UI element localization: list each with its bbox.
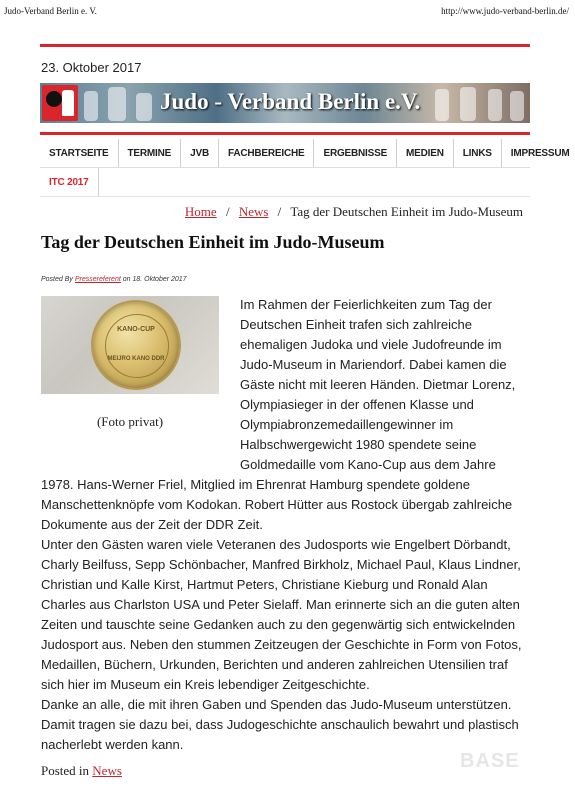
top-divider: [40, 44, 530, 47]
gold-medal-image: [93, 302, 179, 388]
article-paragraph-intro-last: [240, 455, 530, 475]
posted-in-label: Posted in: [41, 763, 90, 778]
nav-item-fachbereiche[interactable]: FACHBEREICHE: [219, 139, 315, 167]
nav-item-termine[interactable]: TERMINE: [119, 139, 182, 167]
article-meta: [41, 276, 187, 283]
content-divider: [40, 196, 530, 197]
nav-divider: [40, 132, 530, 135]
coin-top-text: KANO-CUP: [117, 326, 155, 333]
judo-emblem-icon: [46, 91, 62, 107]
text-line: Medaillen, Büchern, Urkunden, Berichten und anderen zahlreichen Utensilien traf: [41, 657, 508, 672]
breadcrumb: [185, 204, 523, 220]
text-line: Damit tragen sie dazu bei, dass Judogeschichte anschaulich bewahrt und plastisch: [41, 717, 519, 732]
nav-item-itc-2017[interactable]: ITC 2017: [40, 168, 99, 196]
main-navigation: [40, 139, 570, 196]
text-line: Halbschwergewicht 1980 spendete seine: [240, 437, 477, 452]
meta-author-link[interactable]: Pressereferent: [74, 276, 121, 283]
text-line: sich hier im Museum ein Kreis lebendiger Zeitgeschichte.: [41, 677, 370, 692]
print-header: [0, 6, 575, 20]
nav-item-medien[interactable]: MEDIEN: [397, 139, 454, 167]
text-line: Goldmedaille vom Kano-Cup aus dem Jahre: [240, 457, 496, 472]
text-line: ehemaligen Judoka und viele Judofreunde im: [240, 337, 502, 352]
print-header-url: http://www.judo-verband-berlin.de/: [441, 6, 569, 16]
current-date: 23. Oktober 2017: [41, 60, 142, 75]
text-line: Deutschen Einheit trafen sich zahlreiche: [240, 317, 472, 332]
text-line: 1978. Hans-Werner Friel, Mitglied im Ehrenrat Hamburg spendete goldene: [41, 477, 470, 492]
nav-item-startseite[interactable]: STARTSEITE: [40, 139, 119, 167]
text-line: Zeiten und tauschte seine Gedanken auch zu den gegenwärtig sich entwickelnden: [41, 617, 516, 632]
nav-item-impressum[interactable]: IMPRESSUM: [502, 139, 575, 167]
coin-bottom-text: MEIJRO KANO DDR: [107, 356, 165, 362]
breadcrumb-news-link[interactable]: News: [238, 204, 269, 219]
berlin-bear-icon: [62, 90, 74, 116]
photo-caption: (Foto privat): [96, 414, 164, 429]
text-line: Charly Beilfuss, Sepp Schönbacher, Manfred Birkholz, Michael Paul, Klaus Lindner,: [41, 557, 521, 572]
text-line: Danke an alle, die mit ihren Gaben und Spenden das Judo-Museum unterstützen.: [41, 697, 512, 712]
nav-item-jvb[interactable]: JVB: [181, 139, 219, 167]
site-title: Judo - Verband Berlin e.V.: [160, 89, 421, 114]
breadcrumb-current: Tag der Deutschen Einheit im Judo-Museum: [290, 204, 523, 219]
watermark-logo: BASE: [460, 750, 520, 772]
meta-date: on 18. Oktober 2017: [122, 276, 187, 283]
breadcrumb-separator: /: [225, 204, 230, 219]
text-line: Unter den Gästen waren viele Veteranen des Judosports wie Engelbert Dörbandt,: [41, 537, 511, 552]
article-title: Tag der Deutschen Einheit im Judo-Museum: [41, 232, 385, 252]
category-news-link[interactable]: News: [92, 763, 122, 778]
text-line: Judosport aus. Neben den stummen Zeitzeugen der Geschichte in Form von Fotos,: [41, 637, 522, 652]
posted-in: [41, 763, 122, 779]
text-line: Olympiasieger in der offenen Klasse und: [240, 397, 474, 412]
text-line: Gäste nicht mit leeren Händen. Dietmar Lorenz,: [240, 377, 516, 392]
text-line: Olympiabronzemedaillengewinner im: [240, 417, 454, 432]
nav-item-links[interactable]: LINKS: [454, 139, 502, 167]
text-line: Im Rahmen der Feierlichkeiten zum Tag der: [240, 297, 492, 312]
article-photo: [41, 296, 219, 394]
text-line: nacherlebt werden kann.: [41, 737, 184, 752]
meta-posted-by: Posted By: [41, 276, 73, 283]
article-paragraph-intro-continued: [41, 475, 536, 535]
breadcrumb-home-link[interactable]: Home: [184, 204, 217, 219]
article-paragraph-thanks: [41, 695, 536, 755]
nav-item-ergebnisse[interactable]: ERGEBNISSE: [314, 139, 397, 167]
text-line: Christian und Kalle Kirst, Hartmut Peters, Christiane Kieburg und Ronald Alan: [41, 577, 488, 592]
site-banner[interactable]: [40, 83, 530, 123]
article-paragraph-intro: [240, 295, 530, 455]
article-paragraph-guests: [41, 535, 536, 695]
text-line: Judo-Museum in Mariendorf. Dabei kamen die: [240, 357, 507, 372]
breadcrumb-separator: /: [277, 204, 282, 219]
text-line: Charles aus Charlston USA und Peter Sielaff. Man erinnerte sich an die guten alten: [41, 597, 520, 612]
text-line: Manschettenknöpfe vom Kodokan. Robert Hütter aus Rostock übergab zahlreiche: [41, 497, 513, 512]
print-header-site: Judo-Verband Berlin e. V.: [4, 6, 97, 16]
text-line: Dokumente aus der Zeit der DDR Zeit.: [41, 517, 263, 532]
jvb-logo-icon: [42, 85, 78, 121]
